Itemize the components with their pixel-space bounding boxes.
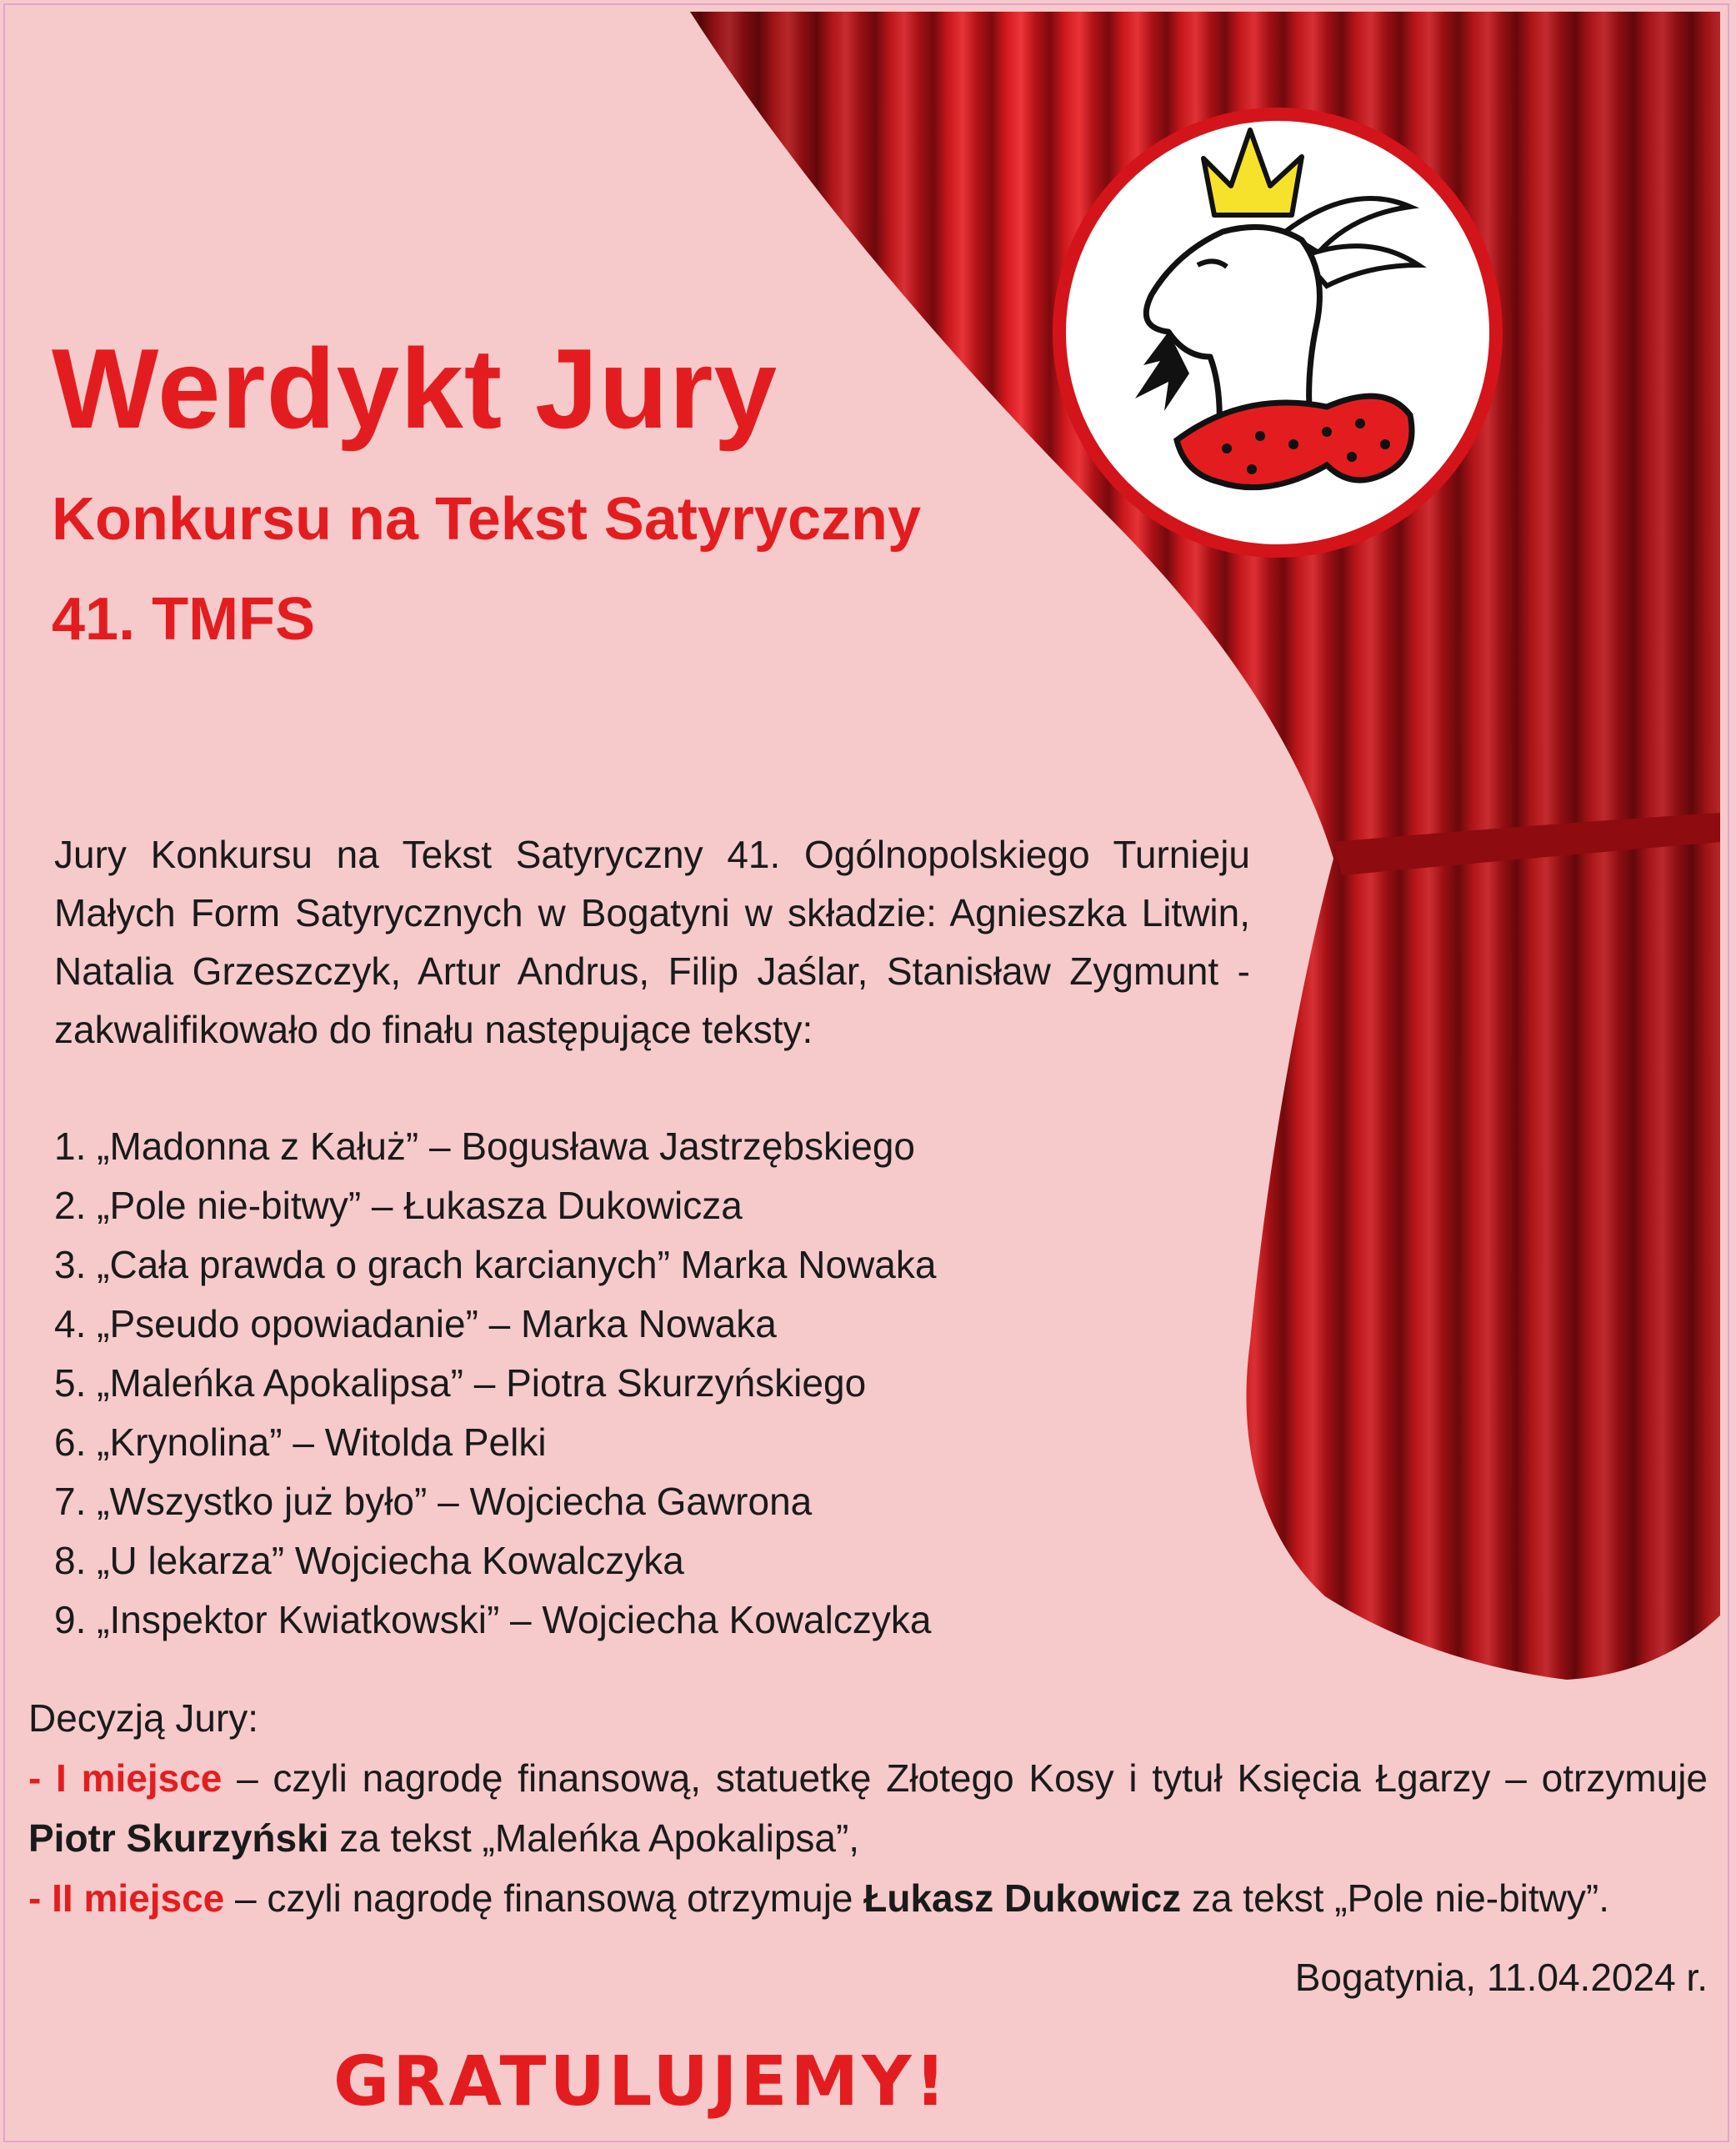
place-date: Bogatynia, 11.04.2024 r. — [1294, 1956, 1708, 1999]
festival-name: 41. TMFS — [52, 586, 316, 653]
list-item: 4. „Pseudo opowiadanie” – Marka Nowaka — [54, 1302, 777, 1345]
second-place-winner: Łukasz Dukowicz — [863, 1876, 1182, 1920]
first-place-title: za tekst „Maleńka Apokalipsa”, — [328, 1816, 860, 1860]
list-item: 7. „Wszystko już było” – Wojciecha Gawrona — [54, 1480, 813, 1523]
page-subtitle: Konkursu na Tekst Satyryczny — [52, 486, 922, 553]
intro-paragraph: Jury Konkursu na Tekst Satyryczny 41. Ogólnopolskiego Turnieju Małych Form Satyrycznych w Bogatyni w składzie: Agnieszka Litwin, Natalia Grzeszczyk, Artur Andrus, Filip Jaślar, Stanisław Zygmunt - zakwalifikowało do finału następujące teksty: — [54, 833, 1250, 1051]
crowned-goat-logo-icon — [1052, 107, 1503, 559]
second-place-title: za tekst „Pole nie-bitwy”. — [1181, 1876, 1609, 1920]
list-item: 8. „U lekarza” Wojciecha Kowalczyka — [54, 1539, 684, 1582]
jury-decision — [28, 1688, 1708, 1928]
finalists-list — [54, 1117, 1304, 1650]
first-place-winner: Piotr Skurzyński — [28, 1816, 329, 1860]
second-place-text: – czyli nagrodę finansową otrzymuje — [224, 1876, 864, 1920]
first-place-label: - I miejsce — [28, 1756, 223, 1800]
page-title: Werdykt Jury — [52, 325, 778, 452]
second-place — [28, 1868, 1708, 1928]
congratulations: GRATULUJEMY! — [333, 2042, 949, 2121]
list-item: 2. „Pole nie-bitwy” – Łukasza Dukowicza — [54, 1184, 743, 1227]
list-item: 6. „Krynolina” – Witolda Pelki — [54, 1420, 547, 1464]
decision-heading: Decyzją Jury: — [28, 1696, 259, 1740]
list-item: 1. „Madonna z Kałuż” – Bogusława Jastrzębskiego — [54, 1125, 916, 1168]
list-item: 9. „Inspektor Kwiatkowski” – Wojciecha Kowalczyka — [54, 1598, 932, 1641]
first-place-text: – czyli nagrodę finansową, statuetkę Złotego Kosy i tytuł Księcia Łgarzy – otrzymuje — [222, 1756, 1708, 1800]
list-item: 5. „Maleńka Apokalipsa” – Piotra Skurzyńskiego — [54, 1361, 867, 1405]
first-place — [28, 1748, 1708, 1868]
second-place-label: - II miejsce — [28, 1876, 225, 1920]
list-item: 3. „Cała prawda o grach karcianych” Marka Nowaka — [54, 1243, 937, 1286]
